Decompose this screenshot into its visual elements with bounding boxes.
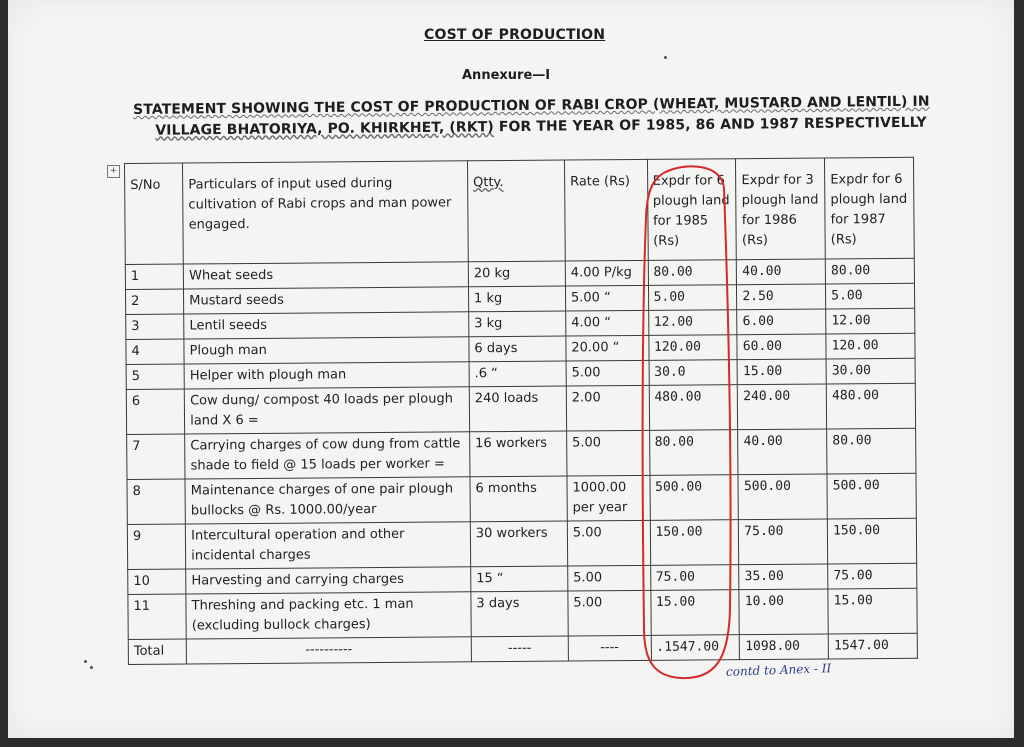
cell-expdr-1987: 12.00 <box>826 308 915 334</box>
scan-speck <box>84 660 87 663</box>
cell-rate: 5.00 “ <box>565 285 648 311</box>
cell-particulars: Harvesting and carrying charges <box>186 567 471 594</box>
cell-expdr-1985: 15.00 <box>650 590 739 636</box>
header-particulars: Particulars of input used during cultivation of Rabi crops and man power engaged. <box>183 161 469 264</box>
table-move-handle-icon[interactable]: + <box>107 165 120 178</box>
header-qty-label: Qtty. <box>473 175 504 191</box>
cell-particulars: Carrying charges of cow dung from cattle shade to field @ 15 loads per worker = <box>185 432 470 479</box>
cell-expdr-1986: 60.00 <box>737 334 826 360</box>
cost-table <box>124 157 918 665</box>
cell-qty: 6 months <box>470 476 567 522</box>
cell-expdr-1985: 75.00 <box>650 565 739 591</box>
cell-particulars: Helper with plough man <box>184 362 469 389</box>
scan-border-bottom <box>0 738 1024 747</box>
cell-rate: 2.00 <box>566 385 649 431</box>
document-title: COST OF PRODUCTION <box>424 27 606 43</box>
total-expdr-1986: 1098.00 <box>740 634 829 660</box>
cell-expdr-1986: 6.00 <box>737 309 826 335</box>
cell-expdr-1985: 12.00 <box>648 310 737 336</box>
cell-rate: 4.00 P/kg <box>565 260 648 286</box>
cell-expdr-1986: 15.00 <box>737 359 826 385</box>
total-label: Total <box>128 639 186 664</box>
total-qty: ----- <box>471 636 568 662</box>
cell-sn: 9 <box>127 524 186 569</box>
cell-expdr-1985: 480.00 <box>649 385 738 431</box>
cell-expdr-1985: 30.0 <box>649 360 738 386</box>
table-header-row <box>125 157 915 264</box>
cell-qty: 3 kg <box>469 311 566 337</box>
cell-expdr-1987: 80.00 <box>825 258 914 284</box>
cell-particulars: Intercultural operation and other incidental charges <box>186 522 471 569</box>
cell-expdr-1986: 75.00 <box>739 519 828 565</box>
cell-expdr-1986: 2.50 <box>737 284 826 310</box>
header-expdr-1985: Expdr for 6 plough land for 1985 (Rs) <box>647 159 737 261</box>
table-row <box>127 518 916 569</box>
table-row <box>127 473 916 524</box>
header-expdr-1987: Expdr for 6 plough land for 1987 (Rs) <box>825 157 915 259</box>
statement-years: FOR THE YEAR OF 1985, 86 AND 1987 RESPECTIVELLY <box>493 114 927 136</box>
total-expdr-1985: .1547.00 <box>651 635 740 661</box>
cell-particulars: Threshing and packing etc. 1 man (excluding bullock charges) <box>186 592 471 639</box>
cell-qty: 6 days <box>469 336 566 362</box>
cell-qty: 16 workers <box>470 431 567 477</box>
cell-sn: 1 <box>125 264 183 289</box>
cell-qty: 1 kg <box>468 286 565 312</box>
cell-particulars: Wheat seeds <box>183 262 468 289</box>
header-rate: Rate (Rs) <box>564 159 647 261</box>
cell-expdr-1987: 30.00 <box>826 358 915 384</box>
cell-qty: .6 “ <box>469 361 566 387</box>
cell-rate: 1000.00 per year <box>567 475 650 521</box>
total-expdr-1987: 1547.00 <box>828 633 917 659</box>
cell-expdr-1986: 35.00 <box>739 564 828 590</box>
cell-sn: 3 <box>126 314 184 339</box>
cell-rate: 5.00 <box>566 360 649 386</box>
cell-expdr-1986: 500.00 <box>738 474 827 520</box>
cell-expdr-1987: 75.00 <box>828 563 917 589</box>
header-expdr-1986: Expdr for 3 plough land for 1986 (Rs) <box>736 158 826 260</box>
cell-sn: 5 <box>126 364 184 389</box>
cell-expdr-1986: 10.00 <box>739 589 828 635</box>
cell-expdr-1987: 5.00 <box>826 283 915 309</box>
cell-expdr-1985: 120.00 <box>648 335 737 361</box>
table-row <box>128 588 917 639</box>
cell-qty: 20 kg <box>468 261 565 287</box>
cell-sn: 4 <box>126 339 184 364</box>
cell-expdr-1987: 120.00 <box>826 333 915 359</box>
cell-expdr-1987: 500.00 <box>827 473 916 519</box>
cell-expdr-1987: 480.00 <box>826 383 915 429</box>
cell-expdr-1986: 40.00 <box>738 429 827 475</box>
cell-rate: 5.00 <box>567 520 650 566</box>
cell-expdr-1985: 500.00 <box>650 475 739 521</box>
cell-rate: 5.00 <box>567 430 650 476</box>
header-sn: S/No <box>125 163 184 264</box>
table-row <box>126 383 915 434</box>
cell-particulars: Lentil seeds <box>184 312 469 339</box>
table-row <box>127 428 916 479</box>
cell-particulars: Mustard seeds <box>184 287 469 314</box>
scan-border-right <box>1014 0 1024 747</box>
cell-expdr-1985: 80.00 <box>648 260 737 286</box>
cell-expdr-1985: 80.00 <box>649 430 738 476</box>
cell-qty: 30 workers <box>470 521 567 567</box>
cell-sn: 6 <box>126 389 185 434</box>
cell-expdr-1987: 150.00 <box>827 518 916 564</box>
cell-expdr-1985: 150.00 <box>650 520 739 566</box>
scan-speck <box>664 56 667 59</box>
total-particulars: ---------- <box>186 637 471 664</box>
cell-qty: 240 loads <box>469 386 566 432</box>
cell-sn: 2 <box>125 289 183 314</box>
cell-particulars: Plough man <box>184 337 469 364</box>
total-rate: ---- <box>568 635 651 661</box>
cell-qty: 15 “ <box>471 566 568 592</box>
statement-heading <box>133 92 933 142</box>
cell-particulars: Cow dung/ compost 40 loads per plough land X 6 = <box>184 387 469 434</box>
statement-line-1: STATEMENT SHOWING THE COST OF PRODUCTION OF RABI CROP (WHEAT, MUSTARD AND LENTIL) IN <box>133 93 930 118</box>
handwritten-continuation-note: contd to Anex - II <box>725 661 832 679</box>
cell-sn: 11 <box>128 594 187 639</box>
cell-expdr-1986: 240.00 <box>738 384 827 430</box>
cell-rate: 4.00 “ <box>566 310 649 336</box>
scan-speck <box>90 666 93 669</box>
cell-sn: 10 <box>128 569 186 594</box>
cell-qty: 3 days <box>471 591 568 637</box>
cell-rate: 5.00 <box>568 565 651 591</box>
scan-border-left <box>0 0 8 747</box>
cell-expdr-1986: 40.00 <box>737 259 826 285</box>
annexure-label: Annexure—I <box>462 68 551 83</box>
cell-sn: 8 <box>127 479 186 524</box>
cell-expdr-1987: 15.00 <box>828 588 917 634</box>
header-qty <box>467 160 565 262</box>
statement-village: VILLAGE BHATORIYA, PO. KHIRKHET, (RKT) <box>155 119 494 139</box>
cell-rate: 5.00 <box>568 590 651 636</box>
cell-rate: 20.00 “ <box>566 335 649 361</box>
cell-expdr-1985: 5.00 <box>648 285 737 311</box>
cell-expdr-1987: 80.00 <box>827 428 916 474</box>
cell-particulars: Maintenance charges of one pair plough bullocks @ Rs. 1000.00/year <box>185 477 470 524</box>
cell-sn: 7 <box>127 434 186 479</box>
